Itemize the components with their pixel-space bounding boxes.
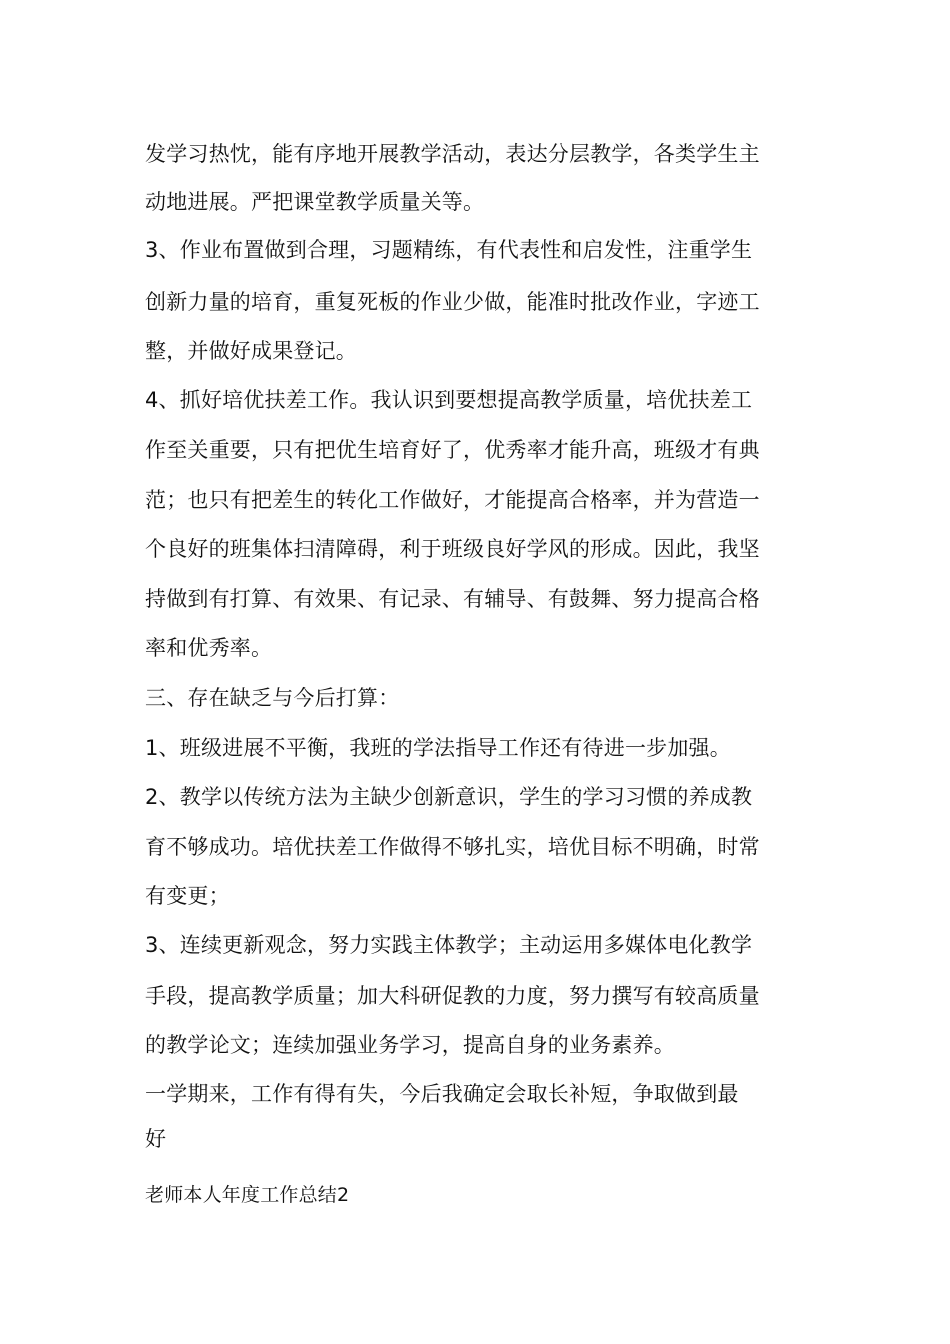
body-text-line: 整，并做好成果登记。 <box>145 339 357 363</box>
body-text-line: 好 <box>145 1127 167 1151</box>
body-text-line: 持做到有打算、有效果、有记录、有辅导、有鼓舞、努力提高合格 <box>145 587 760 611</box>
body-text-line: 育不够成功。培优扶差工作做得不够扎实，培优目标不明确，时常 <box>145 835 760 859</box>
section-heading: 三、存在缺乏与今后打算： <box>145 686 400 710</box>
body-text-line: 发学习热忱，能有序地开展教学活动，表达分层教学，各类学生主 <box>145 142 760 166</box>
next-section-title: 老师本人年度工作总结2 <box>145 1184 350 1206</box>
body-text-line: 创新力量的培育，重复死板的作业少做，能准时批改作业，字迹工 <box>145 290 760 314</box>
body-text-line: 手段，提高教学质量；加大科研促教的力度，努力撰写有较高质量 <box>145 984 760 1008</box>
body-text-line: 2、教学以传统方法为主缺少创新意识，学生的学习习惯的养成教 <box>145 785 753 809</box>
body-text-line: 有变更； <box>145 884 230 908</box>
body-text-line: 的教学论文；连续加强业务学习，提高自身的业务素养。 <box>145 1033 675 1057</box>
body-text-line: 范；也只有把差生的转化工作做好，才能提高合格率，并为营造一 <box>145 488 760 512</box>
body-text-line: 1、班级进展不平衡，我班的学法指导工作还有待进一步加强。 <box>145 736 731 760</box>
body-text-line: 率和优秀率。 <box>145 636 273 660</box>
body-text-line: 动地进展。严把课堂教学质量关等。 <box>145 190 485 214</box>
body-text-line: 个良好的班集体扫清障碍，利于班级良好学风的形成。因此，我坚 <box>145 537 760 561</box>
body-text-line: 作至关重要，只有把优生培育好了，优秀率才能升高，班级才有典 <box>145 438 760 462</box>
body-text-line: 一学期来，工作有得有失，今后我确定会取长补短，争取做到最 <box>145 1082 739 1106</box>
body-text-line: 4、抓好培优扶差工作。我认识到要想提高教学质量，培优扶差工 <box>145 388 753 412</box>
body-text-line: 3、连续更新观念，努力实践主体教学；主动运用多媒体电化教学 <box>145 933 753 957</box>
body-text-line: 3、作业布置做到合理，习题精练，有代表性和启发性，注重学生 <box>145 238 753 262</box>
